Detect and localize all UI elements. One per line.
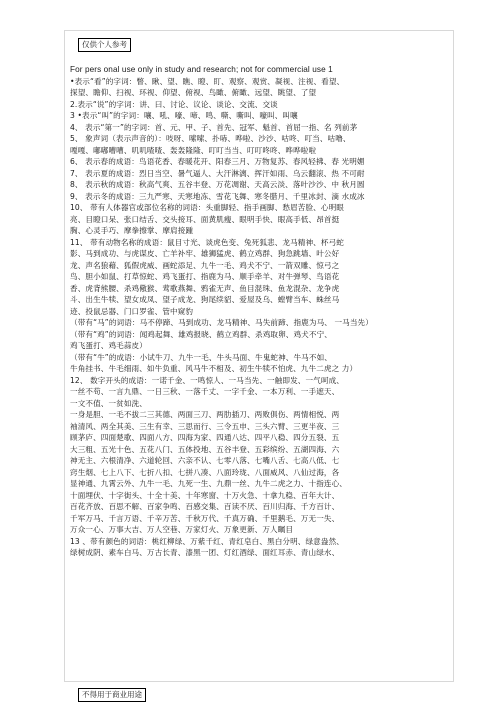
text-line: 10、 带有人体器官或部位名称的词语：头重脚轻、指手画脚、愁眉苦脸、心明眼 [70, 203, 344, 212]
text-line: 斗、出生牛犊、望女成凤、望子成龙、狗尾续貂、爱屋及乌、螳臂当车、蛛丝马 [70, 295, 340, 304]
intro-line: For pers onal use only in study and research; not for commercial use 1 [70, 65, 333, 74]
text-line: 顾茅庐、四面楚歌、四面八方、四海为家、四通八达、四平八稳、四分五裂、五 [70, 433, 340, 442]
text-line: 一文不值、一贫如洗、 [70, 398, 147, 408]
text-line: 百花齐放、百思不解、百家争鸣、百感交集、百读不厌、百川归海、千方百计、 [70, 502, 340, 511]
text-line: （带有“牛”的成语：小试牛刀、九牛一毛、牛头马面、牛鬼蛇神、牛马不如、 [70, 352, 332, 362]
text-line: 亮、目瞪口呆、张口结舌、交头接耳、面黄肌瘦、眼明手快、眼高手低、昂首挺 [70, 214, 340, 224]
text-line: 一丝不苟、一言九鼎、一日三秋、一落千丈、一字千金、一本万利、一手遮天、 [70, 387, 340, 396]
text-line: 迹、投鼠忌器、门口罗雀、管中窥豹 [70, 306, 194, 316]
document-body [70, 64, 454, 559]
header-note: 仅供个人参考 [78, 38, 131, 52]
text-line: 鸡飞蛋打、鸡毛蒜皮） [70, 341, 147, 350]
text-line: 香、虎背熊腰、杀鸡儆猴、莺歌燕舞、鸦雀无声、鱼目混珠、鱼龙混杂、龙争虎 [70, 283, 340, 293]
text-line: 嘎嘎、嘟嘟嘈嘈、叽叽喳喳、轰轰隆隆、叮叮当当、叮叮咚咚、哗哗啦啦 [70, 145, 317, 155]
text-line: 12、 数字开头的成语：一诺千金、一鸣惊人、一马当先、一触即发、一气呵成、 [70, 375, 344, 385]
text-line: 万众一心、万事大吉、万人空巷、万家灯火、万象更新、万人瞩目 [70, 525, 294, 534]
text-line: 3 •表示“叫”的字词：嚷、吼、嚎、啼、鸣、嘶、嘶叫、嚎叫、叫嚷 [70, 111, 298, 120]
text-line: 大三粗、五光十色、五花八门、五体投地、五谷丰登、五彩缤纷、五湖四海、六 [70, 444, 340, 454]
text-line: 6、 表示春的成语：鸟语花香、春暖花开、阳春三月、万物复苏、春风轻拂、春 光明媚 [70, 157, 365, 166]
text-line: 5、 象声词（表示声音的）：吱呀、嗦嗦、扑哧、哗啦、沙沙、咕咚、叮当、咕噜、 [70, 134, 351, 143]
text-line: 9、 表示冬的成语：三九严寒、天寒地冻、雪花飞舞、寒冬腊月、千里冰封、滴 水成冰 [70, 191, 365, 201]
text-line: 4、 表示“第一”的字词：首、元、甲、子、首先、冠军、魁首、首屈一指、名 列前茅 [70, 122, 358, 132]
text-line: 13 、带有颜色的词语：桃红柳绿、万紫千红、青红皂白、黑白分明、绿意盎然、 [70, 536, 344, 546]
text-line: 千军万马、千言万语、千辛万苦、千秋万代、千真万确、千里鹅毛、万无一失、 [70, 513, 340, 523]
footer-note: 不得用于商业用途 [78, 688, 146, 702]
text-line: •表示“看”的字词：瞥、瞅、望、瞧、瞪、盯、观察、观赏、凝视、注视、看望、 [70, 76, 345, 86]
text-line: 绿树成阴、素车白马、万古长青、漆黑一团、灯红酒绿、面红耳赤、青山绿水、 [70, 548, 340, 557]
text-line: 7、 表示夏的成语：烈日当空、暑气逼人、大汗淋漓、挥汗如雨、乌云翻滚、热 不可耐 [70, 168, 365, 178]
text-line: 袖清风、两全其美、三生有幸、三思而行、三令五申、三头六臂、三更半夜、三 [70, 421, 340, 431]
text-line: 牛角挂书、牛毛细雨、如牛负重、风马牛不相及、初生牛犊不怕虎、九牛二虎之 力） [70, 364, 358, 373]
text-line: 显神通、九霄云外、九牛一毛、九死一生、九鼎一丝、九牛二虎之力、十指连心、 [70, 479, 347, 488]
text-line: 影、马到成功、与虎谋皮、亡羊补牢、雄狮猛虎、鹤立鸡群、狗急跳墙、叶公好 [70, 249, 340, 258]
text-line: （带有“鸡”的词语：闻鸡起舞、雄鸡报晓、鹤立鸡群、杀鸡取卵、鸡犬不宁、 [70, 329, 332, 339]
text-line: 窍生烟、七上八下、七折八扣、七拼八凑、八面玲珑、八面威风、八仙过海，各 [70, 467, 340, 477]
text-line: 十面埋伏、十字街头、十全十美、十年寒窗、十万火急、十拿九稳、百年大计、 [70, 490, 340, 500]
text-line: 11、 带有动物名称的成语：鼠目寸光、谈虎色变、兔死狐悲、龙马精神、杯弓蛇 [70, 237, 344, 247]
text-line: （带有“马”的词语：马不停蹄、马到成功、龙马精神、马失前蹄、指鹿为马、 一马当先） [70, 318, 373, 327]
text-line: 胸、心灵手巧、摩拳擦掌、摩肩接踵 [70, 226, 194, 235]
text-line: 一身是胆、一毛不拔二三其德、两面三刀、两肋插刀、两败俱伤、两情相悦、两 [70, 410, 340, 419]
text-line: 8、 表示秋的成语：秋高气爽、五谷丰登、万花凋谢、天高云淡、落叶沙沙、中 秋月圆 [70, 180, 365, 189]
text-line: 龙、声名狼藉、狐假虎威、画蛇添足、九牛一毛、鸡犬不宁、一箭双雕、惊弓之 [70, 260, 340, 270]
text-line: 2.表示“说”的字词：讲、曰、讨论、议论、谈论、交流、交谈 [70, 99, 278, 109]
text-line: 探望、瞻仰、扫视、环视、仰望、俯视、鸟瞰、俯瞰、远望、眺望、了望 [70, 88, 317, 97]
text-line: 神无主、六根清净、六道轮回、六亲不认、七零八落、七嘴八舌、七高八低、七 [70, 456, 340, 465]
text-line: 鸟、胆小如鼠、打草惊蛇、鸡飞蛋打、指鹿为马、顺手牵羊、对牛弹琴、鸟语花 [70, 272, 340, 281]
